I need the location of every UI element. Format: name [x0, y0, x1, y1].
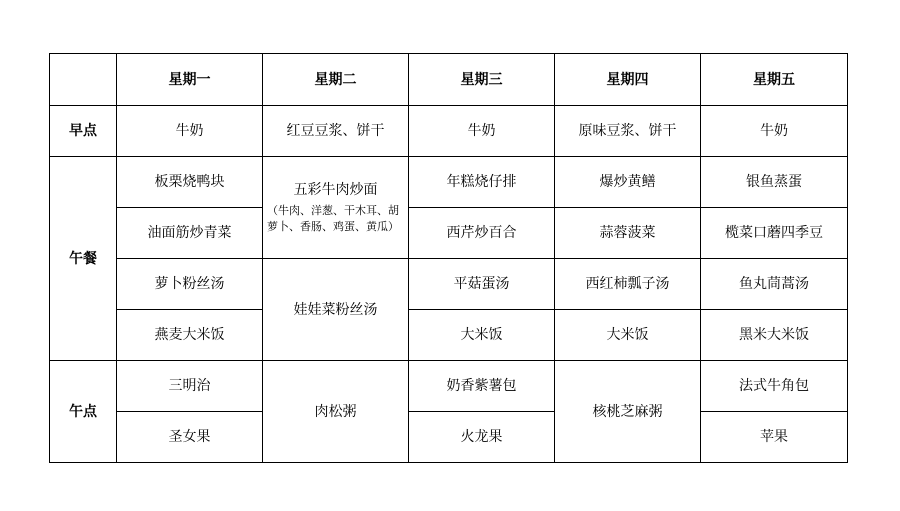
afternoon-row-1: [50, 361, 848, 412]
corner-cell: [50, 54, 117, 106]
lunch-thu-1: 爆炒黄鳝: [555, 157, 701, 208]
day-thursday: 星期四: [555, 54, 701, 106]
lunch-mon-1: 板栗烧鸭块: [117, 157, 263, 208]
lunch-thu-3: 西红柿瓢子汤: [555, 259, 701, 310]
lunch-row-1: [50, 157, 848, 208]
lunch-row-4: [50, 310, 848, 361]
lunch-row-3: [50, 259, 848, 310]
afternoon-label: 午点: [50, 361, 117, 463]
lunch-mon-3: 萝卜粉丝汤: [117, 259, 263, 310]
breakfast-mon: 牛奶: [117, 106, 263, 157]
afternoon-thu: 核桃芝麻粥: [555, 361, 701, 463]
afternoon-mon-1: 三明治: [117, 361, 263, 412]
lunch-wed-2: 西芹炒百合: [409, 208, 555, 259]
afternoon-wed-2: 火龙果: [409, 412, 555, 463]
lunch-fri-4: 黑米大米饭: [701, 310, 848, 361]
day-wednesday: 星期三: [409, 54, 555, 106]
afternoon-fri-1: 法式牛角包: [701, 361, 848, 412]
lunch-mon-4: 燕麦大米饭: [117, 310, 263, 361]
lunch-fri-2: 榄菜口蘑四季豆: [701, 208, 848, 259]
lunch-tue-main: 五彩牛肉炒面: [293, 181, 378, 198]
lunch-tue-main-cell: [263, 157, 409, 259]
lunch-fri-1: 银鱼蒸蛋: [701, 157, 848, 208]
afternoon-mon-2: 圣女果: [117, 412, 263, 463]
afternoon-wed-1: 奶香紫薯包: [409, 361, 555, 412]
day-friday: 星期五: [701, 54, 848, 106]
lunch-thu-4: 大米饭: [555, 310, 701, 361]
day-tuesday: 星期二: [263, 54, 409, 106]
afternoon-tue: 肉松粥: [263, 361, 409, 463]
lunch-wed-3: 平菇蛋汤: [409, 259, 555, 310]
lunch-tue-soup: 娃娃菜粉丝汤: [263, 259, 409, 361]
breakfast-thu: 原味豆浆、饼干: [555, 106, 701, 157]
weekly-menu-table: [49, 53, 848, 463]
lunch-wed-4: 大米饭: [409, 310, 555, 361]
day-monday: 星期一: [117, 54, 263, 106]
lunch-label: 午餐: [50, 157, 117, 361]
lunch-row-2: [50, 208, 848, 259]
lunch-tue-detail: （牛肉、洋葱、干木耳、胡萝卜、香肠、鸡蛋、黄瓜）: [267, 203, 399, 233]
header-row: [50, 54, 848, 106]
breakfast-row: [50, 106, 848, 157]
breakfast-label: 早点: [50, 106, 117, 157]
lunch-mon-2: 油面筋炒青菜: [117, 208, 263, 259]
breakfast-tue: 红豆豆浆、饼干: [263, 106, 409, 157]
breakfast-fri: 牛奶: [701, 106, 848, 157]
lunch-thu-2: 蒜蓉菠菜: [555, 208, 701, 259]
breakfast-wed: 牛奶: [409, 106, 555, 157]
afternoon-row-2: [50, 412, 848, 463]
lunch-fri-3: 鱼丸茼蒿汤: [701, 259, 848, 310]
lunch-wed-1: 年糕烧仔排: [409, 157, 555, 208]
afternoon-fri-2: 苹果: [701, 412, 848, 463]
